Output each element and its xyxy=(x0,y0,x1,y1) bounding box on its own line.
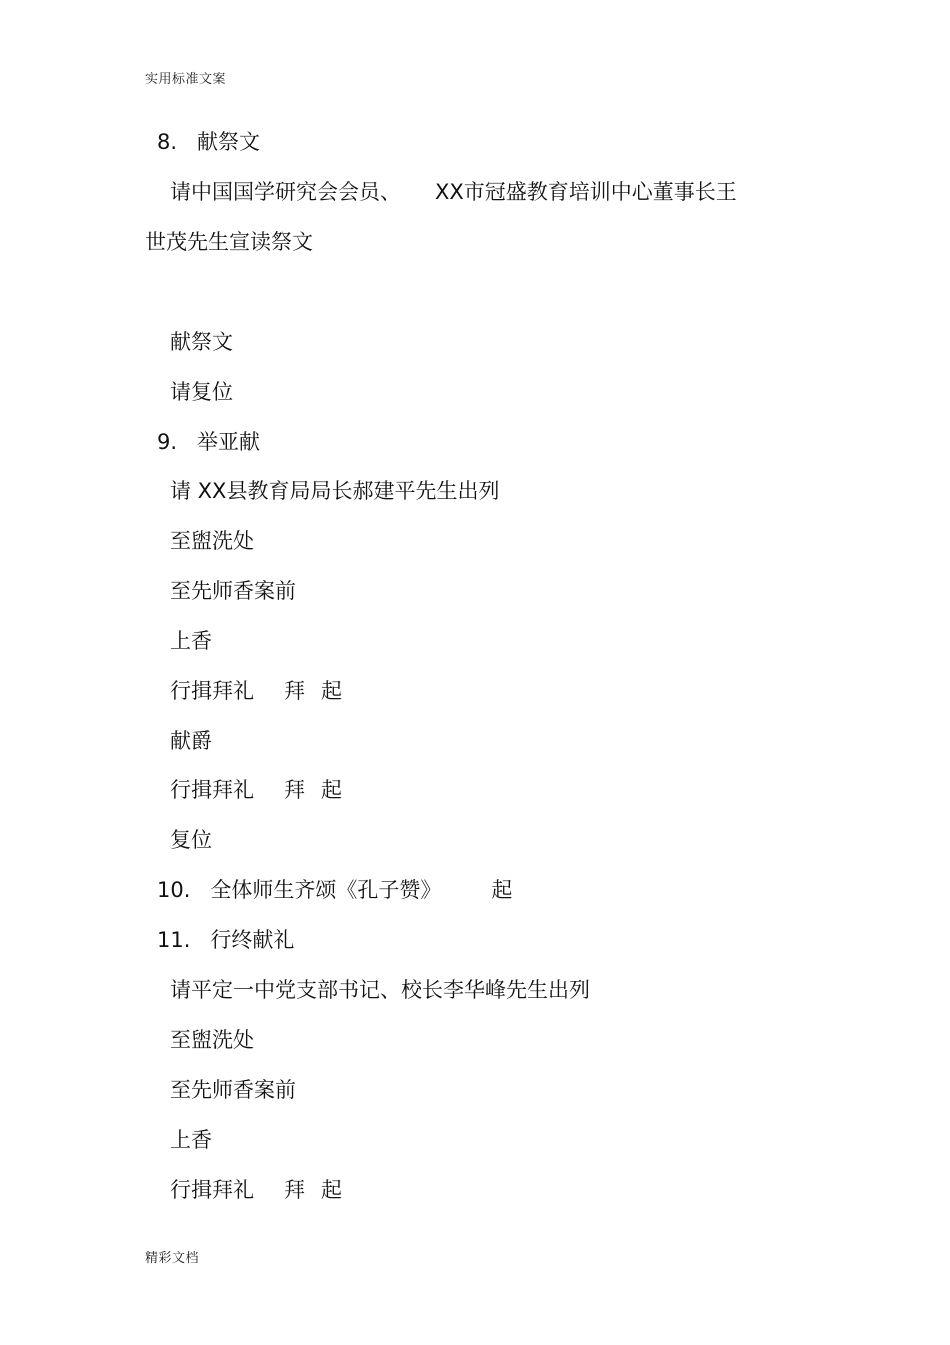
item-10 xyxy=(157,876,512,904)
item-11 xyxy=(157,926,294,954)
item-title: 行终献礼 xyxy=(210,928,295,952)
item-title: 举亚献 xyxy=(197,430,261,454)
item-number: 10. xyxy=(157,878,191,902)
step-line xyxy=(170,1176,342,1204)
step-text: 起 xyxy=(321,679,342,703)
paragraph-text: 请中国国学研究会会员、 xyxy=(170,180,401,204)
step-text: 起 xyxy=(321,1178,342,1202)
step-line: 至先师香案前 xyxy=(170,1078,296,1102)
item-9 xyxy=(157,428,260,456)
step-line: 请复位 xyxy=(170,380,233,404)
page-footer: 精彩文档 xyxy=(145,1251,200,1266)
step-line: 上香 xyxy=(170,629,212,653)
paragraph-line xyxy=(170,178,737,206)
step-text: 起 xyxy=(321,778,342,802)
step-line xyxy=(170,677,342,705)
page-header: 实用标准文案 xyxy=(145,72,227,87)
item-number: 8. xyxy=(157,130,178,154)
step-line: 至盥洗处 xyxy=(170,1028,254,1052)
step-line: 复位 xyxy=(170,828,212,852)
step-line: 至盥洗处 xyxy=(170,529,254,553)
item-number: 9. xyxy=(157,430,178,454)
item-title: 献祭文 xyxy=(197,130,261,154)
step-text: 行揖拜礼 xyxy=(170,1178,254,1202)
paragraph-line: 世茂先生宣读祭文 xyxy=(145,230,313,254)
step-text: 拜 xyxy=(284,679,305,703)
step-line: 请平定一中党支部书记、校长李华峰先生出列 xyxy=(170,978,590,1002)
step-line: 至先师香案前 xyxy=(170,579,296,603)
item-title: 全体师生齐颂《孔子赞》 xyxy=(210,878,442,902)
step-line xyxy=(170,776,342,804)
item-number: 11. xyxy=(157,928,191,952)
item-8 xyxy=(157,128,260,156)
step-line: 献祭文 xyxy=(170,330,233,354)
item-tail: 起 xyxy=(491,878,513,902)
step-line: 上香 xyxy=(170,1128,212,1152)
paragraph-text: XX市冠盛教育培训中心董事长王 xyxy=(435,180,737,204)
step-line: 请 XX县教育局局长郝建平先生出列 xyxy=(170,479,500,503)
step-text: 行揖拜礼 xyxy=(170,778,254,802)
step-text: 行揖拜礼 xyxy=(170,679,254,703)
step-text: 拜 xyxy=(284,778,305,802)
step-line: 献爵 xyxy=(170,729,212,753)
step-text: 拜 xyxy=(284,1178,305,1202)
